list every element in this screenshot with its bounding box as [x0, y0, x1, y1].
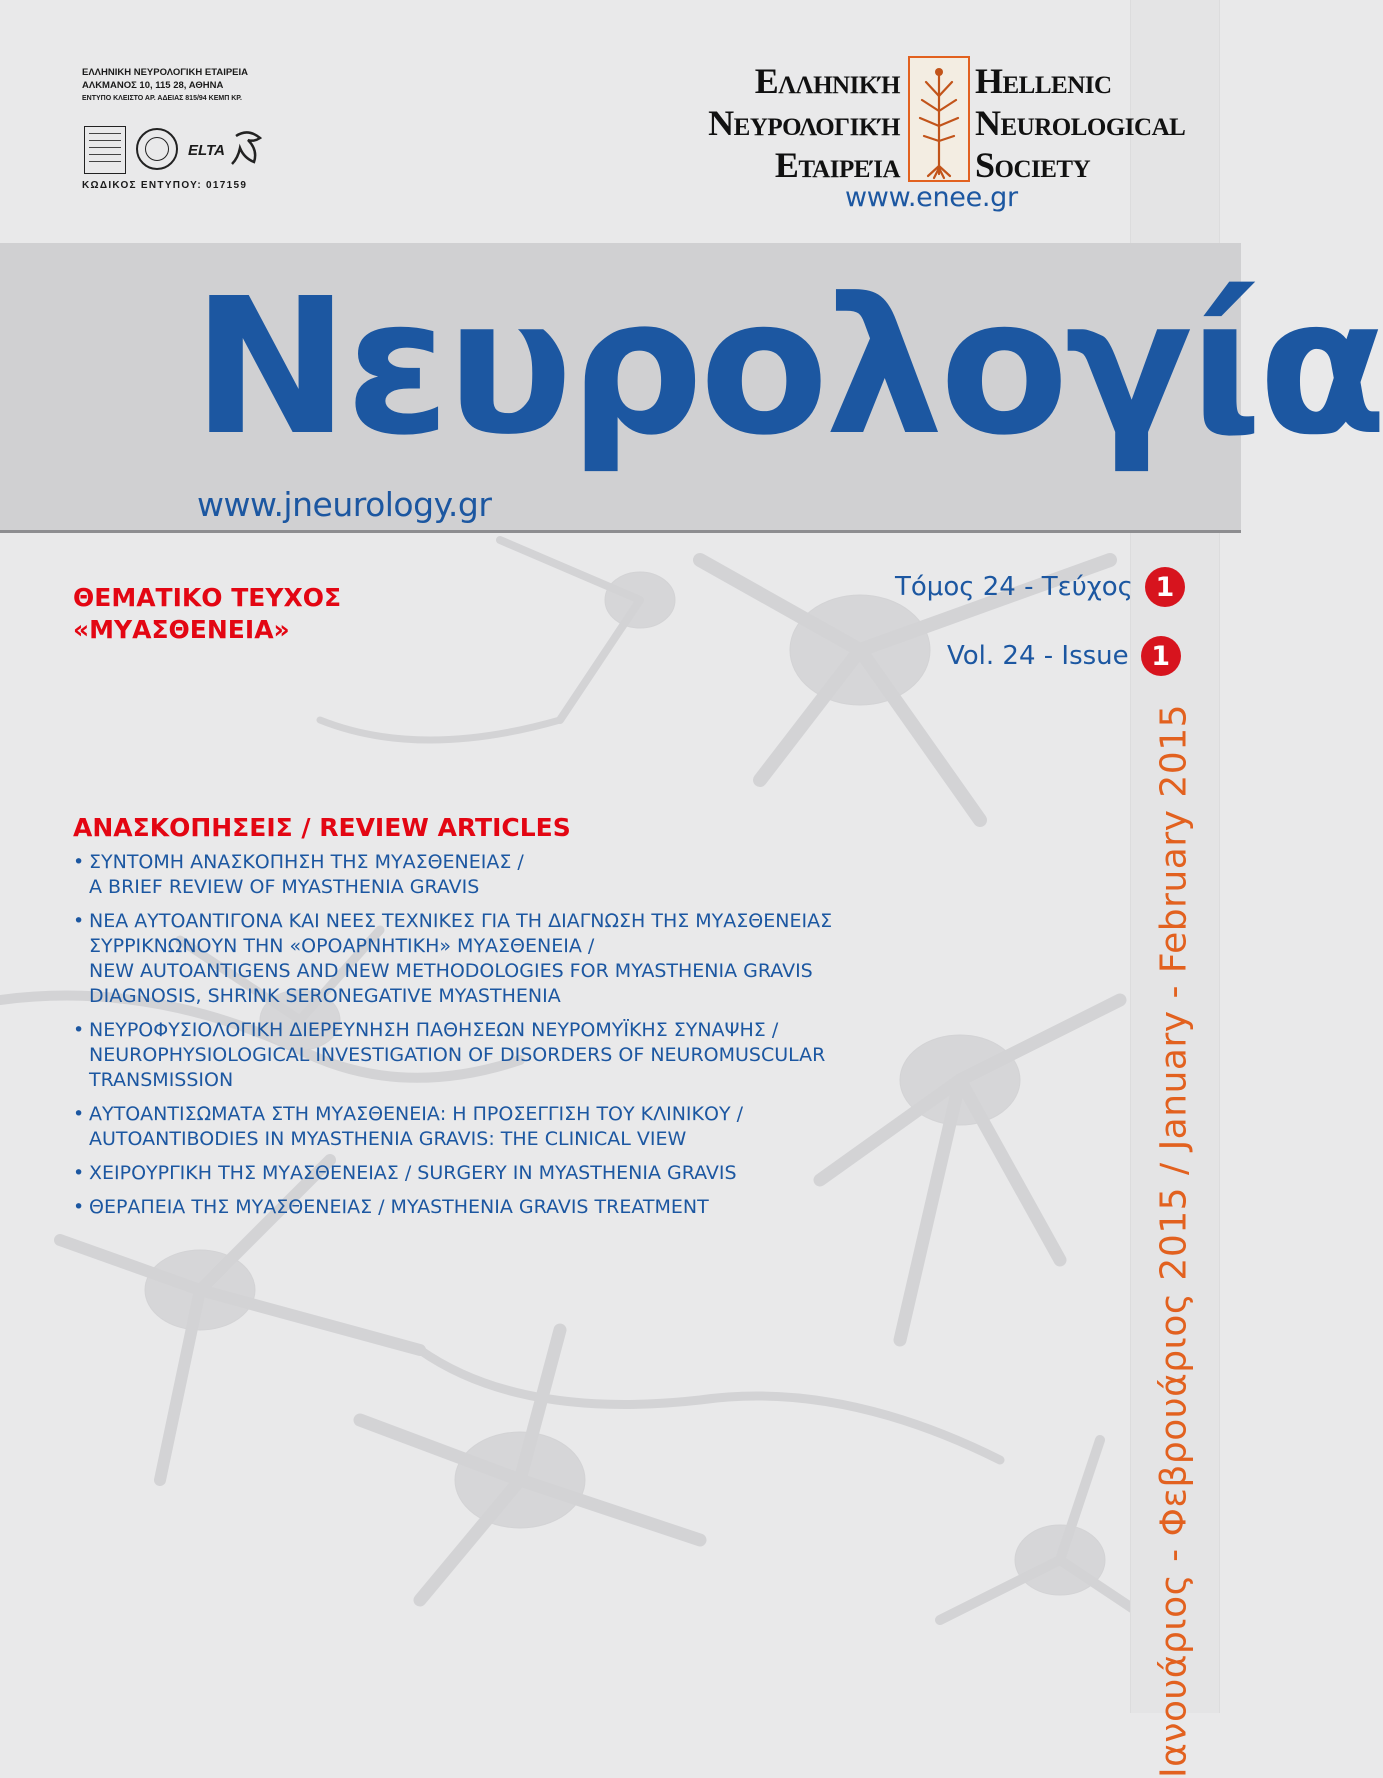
print-code: ΚΩΔΙΚΟΣ ΕΝΤΥΠΟΥ: 017159 — [82, 180, 248, 191]
publisher-address: ΑΛΚΜΑΝΟΣ 10, 115 28, ΑΘΗΝΑ — [82, 80, 224, 91]
toc-item-line: A BRIEF REVIEW OF MYASTHENIA GRAVIS — [89, 876, 480, 898]
toc-item[interactable] — [73, 1161, 1123, 1186]
toc-item-line: • ΝΕΑ ΑΥΤΟΑΝΤΙΓΟΝΑ ΚΑΙ ΝΕΕΣ ΤΕΧΝΙΚΕΣ ΓΙΑ ΤΗ ΔΙΑΓΝΩΣΗ ΤΗΣ ΜΥΑΣΘΕΝΕΙΑΣ — [89, 910, 833, 932]
society-greek-line: Εταιρεία — [774, 145, 900, 185]
postal-badges — [84, 126, 264, 176]
toc-item-line: DIAGNOSIS, SHRINK SERONEGATIVE MYASTHENIA — [89, 985, 561, 1007]
society-plant-logo-icon — [908, 56, 970, 182]
society-greek-line: Νευρολογική — [708, 103, 900, 143]
toc-item-line: • ΧΕΙΡΟΥΡΓΙΚΗ ΤΗΣ ΜΥΑΣΘΕΝΕΙΑΣ / SURGERY IN MYASTHENIA GRAVIS — [89, 1162, 737, 1184]
toc-item[interactable] — [73, 850, 1123, 900]
toc-item-line: • ΝΕΥΡΟΦΥΣΙΟΛΟΓΙΚΗ ΔΙΕΡΕΥΝΗΣΗ ΠΑΘΗΣΕΩΝ ΝΕΥΡΟΜΥΪΚΗΣ ΣΥΝΑΨΗΣ / — [89, 1019, 779, 1041]
toc-item-line: • ΘΕΡΑΠΕΙΑ ΤΗΣ ΜΥΑΣΘΕΝΕΙΑΣ / MYASTHENIA GRAVIS TREATMENT — [89, 1196, 709, 1218]
toc-item-line: TRANSMISSION — [89, 1069, 234, 1091]
postage-paid-box — [84, 126, 126, 174]
society-greek-line: Ελληνική — [754, 61, 900, 101]
society-url-link[interactable]: www.enee.gr — [845, 182, 1018, 213]
postal-stamp-icon — [136, 128, 178, 170]
toc-item-line: NEUROPHYSIOLOGICAL INVESTIGATION OF DISORDERS OF NEUROMUSCULAR — [89, 1044, 826, 1066]
journal-title: Νευρολογία — [192, 258, 1383, 477]
journal-url-link[interactable]: www.jneurology.gr — [197, 485, 492, 524]
issue-greek-label: Τόμος 24 - Τεύχος — [895, 572, 1133, 602]
issue-english — [947, 636, 1181, 676]
society-english-line: Hellenic — [975, 61, 1112, 101]
publisher-name: ΕΛΛΗΝΙΚΗ ΝΕΥΡΟΛΟΓΙΚΗ ΕΤΑΙΡΕΙΑ — [82, 67, 249, 78]
toc-list — [73, 850, 1123, 1220]
society-name-greek — [690, 60, 900, 186]
toc-heading: ΑΝΑΣΚΟΠΗΣΕΙΣ / REVIEW ARTICLES — [73, 813, 571, 842]
toc-item-line: AUTOANTIBODIES IN MYASTHENIA GRAVIS: THE CLINICAL VIEW — [89, 1128, 687, 1150]
publisher-info — [82, 66, 272, 105]
toc-item[interactable] — [73, 1102, 1123, 1152]
thematic-line: «ΜΥΑΣΘΕΝΕΙΑ» — [73, 615, 290, 644]
issue-number-badge: 1 — [1145, 567, 1185, 607]
toc-item[interactable] — [73, 1195, 1123, 1220]
issue-number-badge: 1 — [1141, 636, 1181, 676]
publisher-license: ΕΝΤΥΠΟ ΚΛΕΙΣΤΟ ΑΡ. ΑΔΕΙΑΣ 815/94 ΚΕΜΠ ΚΡ. — [82, 95, 242, 102]
toc-item-line: ΣΥΡΡΙΚΝΩΝΟΥΝ ΤΗΝ «ΟΡΟΑΡΝΗΤΙΚΗ» ΜΥΑΣΘΕΝΕΙΑ / — [89, 935, 595, 957]
toc-item-line: • ΣΥΝΤΟΜΗ ΑΝΑΣΚΟΠΗΣΗ ΤΗΣ ΜΥΑΣΘΕΝΕΙΑΣ / — [89, 851, 524, 873]
society-english-line: Neurological — [975, 103, 1186, 143]
table-of-contents — [73, 812, 1123, 1229]
issue-english-label: Vol. 24 - Issue — [947, 641, 1129, 671]
toc-item-line: NEW AUTOANTIGENS AND NEW METHODOLOGIES FOR MYASTHENIA GRAVIS — [89, 960, 813, 982]
toc-item[interactable] — [73, 1018, 1123, 1093]
elta-wordmark: ELTA — [188, 142, 225, 159]
thematic-issue-label — [73, 582, 341, 646]
issue-date-spine: Ιανουάριος - Φεβρουάριος 2015 / January - February 2015 — [1153, 703, 1195, 1778]
toc-item[interactable] — [73, 909, 1123, 1009]
toc-item-line: • ΑΥΤΟΑΝΤΙΣΩΜΑΤΑ ΣΤΗ ΜΥΑΣΘΕΝΕΙΑ: Η ΠΡΟΣΕΓΓΙΣΗ ΤΟΥ ΚΛΙΝΙΚΟΥ / — [89, 1103, 743, 1125]
society-name-english — [975, 60, 1195, 186]
thematic-line: ΘΕΜΑΤΙΚΟ ΤΕΥΧΟΣ — [73, 583, 342, 612]
issue-greek — [895, 567, 1185, 607]
society-english-line: Society — [975, 145, 1091, 185]
